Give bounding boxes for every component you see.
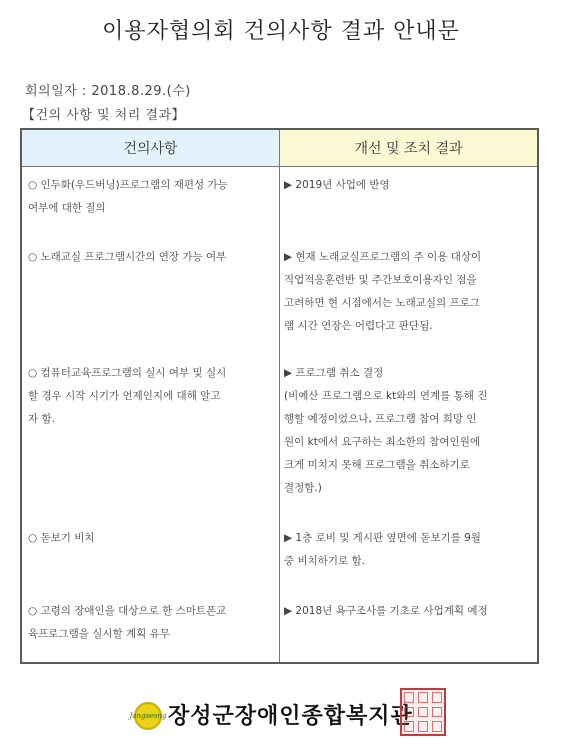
- suggestion-line: 할 경우 시작 시기가 언제인지에 대해 알고: [28, 390, 221, 402]
- result-line: 크게 미치지 못해 프로그램을 취소하기로: [284, 459, 470, 471]
- organization-logo-icon: [129, 702, 167, 730]
- header-result: 개선 및 조치 결과: [280, 130, 537, 166]
- result-line: ▶ 1층 로비 및 게시판 옆면에 돋보기를 9월: [284, 532, 481, 544]
- result-line: 결정함.): [284, 482, 322, 494]
- logo-text: Jangseong: [129, 712, 167, 720]
- result-line: 램 시간 연장은 어렵다고 판단됨.: [284, 320, 433, 332]
- result-line: 행할 예정이었으나, 프로그램 참여 희망 인: [284, 413, 477, 425]
- suggestion-line: 자 함.: [28, 413, 55, 425]
- suggestion-line: 육프로그램을 실시할 계획 유무: [28, 628, 170, 640]
- suggestion-line: ○ 돋보기 비치: [28, 532, 95, 544]
- table-row-result: [284, 600, 532, 623]
- result-line: (비예산 프로그램으로 kt와의 연계를 통해 진: [284, 390, 488, 402]
- suggestion-line: ○ 노래교실 프로그램시간의 연장 가능 여부: [28, 251, 227, 263]
- result-line: 중 비치하기로 함.: [284, 555, 366, 567]
- table-row-result: [284, 174, 532, 197]
- header-suggestion: 건의사항: [22, 130, 279, 166]
- document-title: 이용자협의회 건의사항 결과 안내문: [102, 19, 460, 44]
- result-line: ▶ 현재 노래교실프로그램의 주 이용 대상이: [284, 251, 482, 263]
- table-row-suggestion: [28, 527, 274, 550]
- result-line: 고려하면 현 시점에서는 노래교실의 프로그: [284, 297, 480, 309]
- table-row-result: [284, 362, 532, 500]
- table-row-suggestion: [28, 600, 274, 646]
- section-label: 【건의 사항 및 처리 결과】: [22, 108, 186, 123]
- suggestion-line: ○ 고령의 장애인을 대상으로 한 스마트폰교: [28, 605, 227, 617]
- result-line: ▶ 2019년 사업에 반영: [284, 179, 390, 191]
- column-divider: [279, 130, 280, 662]
- table-row-result: [284, 246, 532, 338]
- official-seal-icon: [400, 688, 446, 736]
- result-line: 원이 kt에서 요구하는 최소한의 참여인원에: [284, 436, 480, 448]
- table-row-suggestion: [28, 174, 274, 220]
- results-table: [20, 128, 539, 664]
- suggestion-line: 여부에 대한 질의: [28, 202, 106, 214]
- result-line: ▶ 프로그램 취소 결정: [284, 367, 384, 379]
- suggestion-line: ○ 인두화(우드버닝)프로그램의 재편성 가능: [28, 179, 228, 191]
- result-line: ▶ 2018년 욕구조사를 기초로 사업계획 예정: [284, 605, 488, 617]
- result-line: 직업적응훈련반 및 주간보호이용자인 점을: [284, 274, 477, 286]
- table-row-suggestion: [28, 246, 274, 269]
- suggestion-line: ○ 컴퓨터교육프로그램의 실시 여부 및 실시: [28, 367, 227, 379]
- organization-name: 장성군장애인종합복지관: [168, 704, 413, 729]
- meeting-date: 회의일자 : 2018.8.29.(수): [25, 84, 191, 99]
- header-divider: [22, 166, 537, 167]
- table-row-result: [284, 527, 532, 573]
- table-row-suggestion: [28, 362, 274, 431]
- footer: [0, 690, 562, 740]
